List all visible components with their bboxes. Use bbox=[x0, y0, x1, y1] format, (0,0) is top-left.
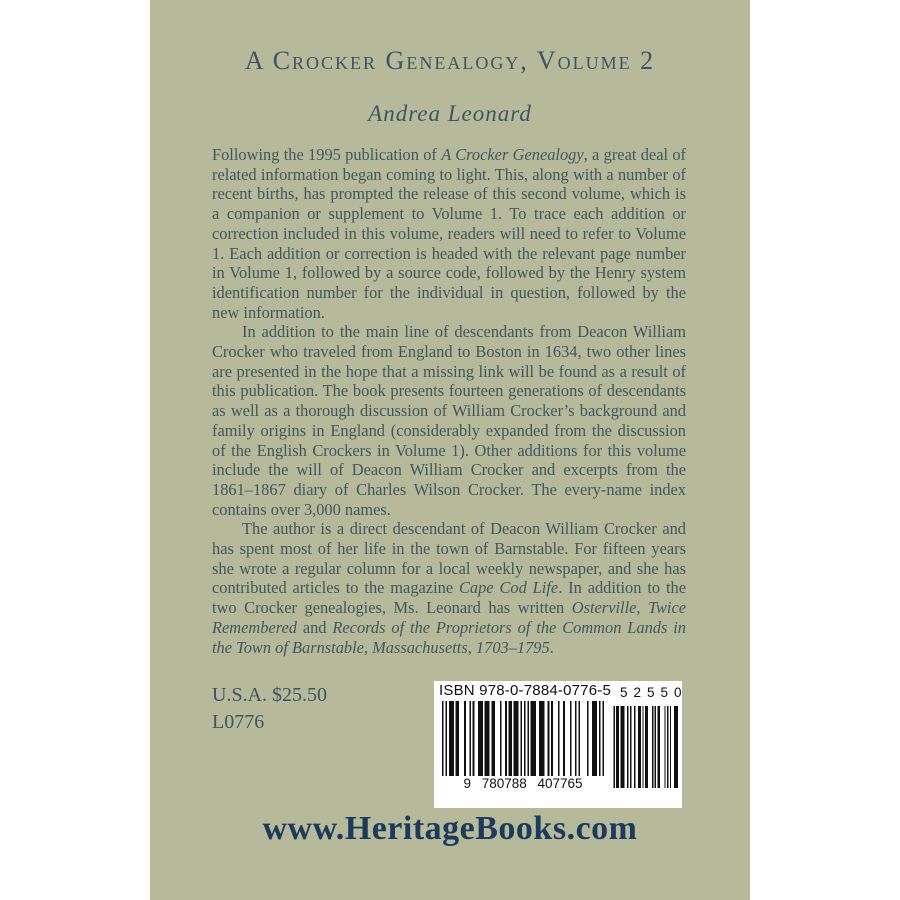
addon-digits: 52550 bbox=[620, 685, 688, 700]
barcode-box bbox=[434, 681, 688, 808]
ean13-digits: 9 780788 407765 bbox=[463, 776, 583, 791]
price-block bbox=[212, 682, 327, 736]
website-url: www.HeritageBooks.com bbox=[262, 810, 638, 847]
paragraph: The author is a direct descendant of Deacon William Crocker and has spent most of her life in the town of Barnstable. For fifteen years she wrote a regular column for a local weekly newspaper, and she has contributed articles to the magazine Cape Cod Life. In addition to the two Crocker genealogies, Ms. Leonard has written Osterville, Twice Remembered and Records of the Proprietors of the Common Lands in the Town of Barnstable, Massachusetts, 1703–1795. bbox=[212, 519, 687, 657]
isbn-label: ISBN 978-0-7884-0776-5 bbox=[439, 682, 612, 699]
book-back-cover bbox=[150, 0, 750, 900]
author-name: Andrea Leonard bbox=[368, 101, 532, 126]
paragraph: Following the 1995 publication of A Crocker Genealogy, a great deal of related information began coming to light. This, along with a number of recent births, has prompted the release of this second volume, which is a companion or supplement to Volume 1. To trace each addition or correction included in this volume, readers will need to refer to Volume 1. Each addition or correction is headed with the relevant page number in Volume 1, followed by a source code, followed by the Henry system identification number for the individual in question, followed by the new information. bbox=[212, 145, 686, 322]
addon-barcode bbox=[612, 706, 678, 788]
price: U.S.A. $25.50 bbox=[212, 684, 328, 706]
description-text bbox=[212, 145, 686, 657]
ean13-barcode bbox=[442, 701, 604, 776]
catalog-code: L0776 bbox=[212, 711, 265, 733]
paragraph: In addition to the main line of descendants from Deacon William Crocker who traveled from England to Boston in 1634, two other lines are presented in the hope that a missing link will be found as a result of this publication. The book presents fourteen generations of descendants as well as a thorough discussion of William Crocker’s background and family origins in England (considerably expanded from the discussion of the English Crockers in Volume 1). Other additions for this volume include the will of Deacon William Crocker and excerpts from the 1861–1867 diary of Charles Wilson Crocker. The every-name index contains over 3,000 names. bbox=[212, 322, 686, 519]
book-title: A Crocker Genealogy, Volume 2 bbox=[244, 46, 656, 75]
